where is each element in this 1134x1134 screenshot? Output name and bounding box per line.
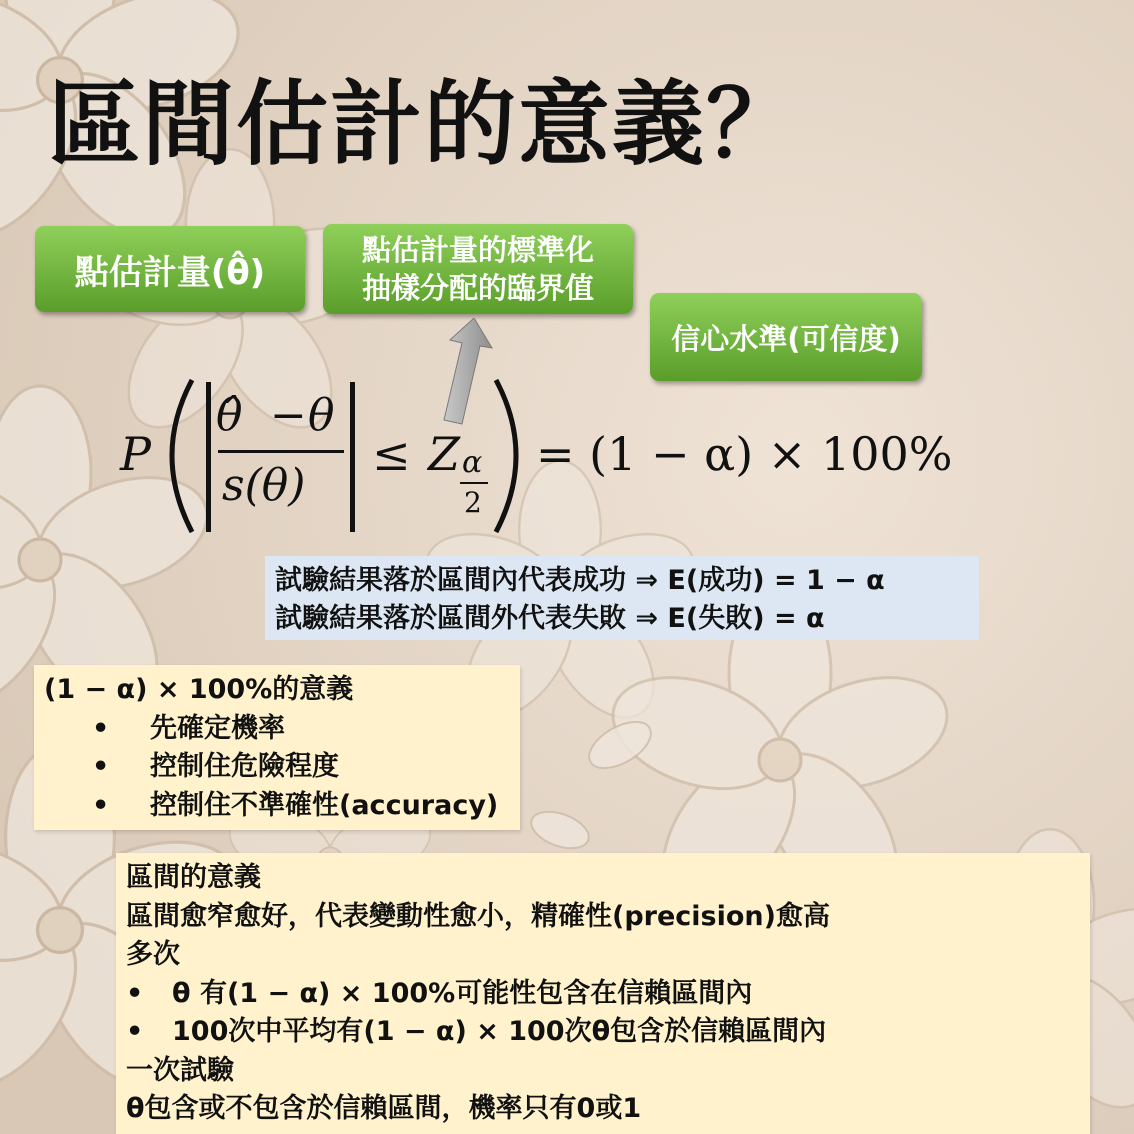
formula-alpha: α [462, 445, 483, 480]
trial-success-line: 試驗結果落於區間內代表成功 ⇒ E(成功) = 1 − α [275, 565, 885, 596]
bullet-icon: • [92, 789, 110, 821]
formula-two: 2 [464, 486, 482, 519]
formula-abs-right [350, 382, 355, 532]
interval-meaning-box [116, 853, 1090, 1134]
list-item [126, 975, 1090, 1014]
list-item [44, 787, 520, 826]
confidence-level-text: 信心水準(可信度) [671, 321, 901, 356]
single-trial-heading: 一次試驗 [126, 1054, 234, 1086]
trial-failure-line: 試驗結果落於區間外代表失敗 ⇒ E(失敗) = α [275, 603, 825, 634]
list-item-text: 100次中平均有(1 − α) × 100次θ包含於信賴區間內 [172, 1016, 827, 1047]
point-estimator-text: 點估計量(θ̂) [74, 252, 266, 293]
list-item [126, 1013, 1090, 1052]
formula-P: P [120, 427, 151, 481]
bullet-icon: • [126, 1016, 144, 1047]
critical-value-line2: 抽樣分配的臨界值 [361, 271, 594, 305]
formula-right-paren [496, 380, 516, 532]
list-item [44, 710, 520, 749]
bullet-icon: • [92, 751, 110, 782]
critical-value-line1: 點估計量的標準化 [361, 233, 594, 267]
single-trial-line: θ包含或不包含於信賴區間，機率只有0或1 [126, 1093, 642, 1124]
bullet-icon: • [92, 712, 110, 744]
formula-fraction-bar [218, 450, 344, 453]
formula-sub-fraction-bar [460, 482, 488, 484]
bullet-icon: • [126, 977, 144, 1009]
interval-meaning-heading: 區間的意義 [126, 862, 261, 893]
interval-precision-line: 區間愈窄愈好，代表變動性愈小，精確性(precision)愈高 [126, 900, 830, 932]
page-title: 區間估計的意義？ [48, 71, 801, 178]
formula-left-paren [172, 380, 192, 532]
formula-denominator: s(θ) [222, 460, 306, 511]
formula-Z: Z [428, 427, 460, 481]
list-item-text: 控制住不準確性(accuracy) [150, 789, 499, 821]
multiple-trials-heading: 多次 [126, 939, 180, 970]
confidence-interval-formula [110, 360, 970, 550]
formula-theta: θ [308, 390, 335, 441]
confidence-meaning-heading: (1 − α) × 100%的意義 [44, 674, 354, 705]
formula-minus: − [270, 390, 307, 441]
formula-theta-hat: θ̂ [216, 390, 243, 441]
list-item-text: θ 有(1 − α) × 100%可能性包含在信賴區間內 [172, 977, 753, 1009]
list-item-text: 控制住危險程度 [150, 751, 339, 782]
critical-value-label [323, 224, 633, 314]
trial-outcome-box [265, 556, 979, 640]
list-item-text: 先確定機率 [150, 712, 285, 744]
point-estimator-label [35, 226, 305, 312]
formula-leq: ≤ [372, 427, 411, 481]
formula-rhs: = (1 − α) × 100% [536, 427, 953, 481]
confidence-meaning-box [34, 665, 520, 830]
list-item [44, 748, 520, 787]
formula-abs-left [206, 382, 211, 532]
